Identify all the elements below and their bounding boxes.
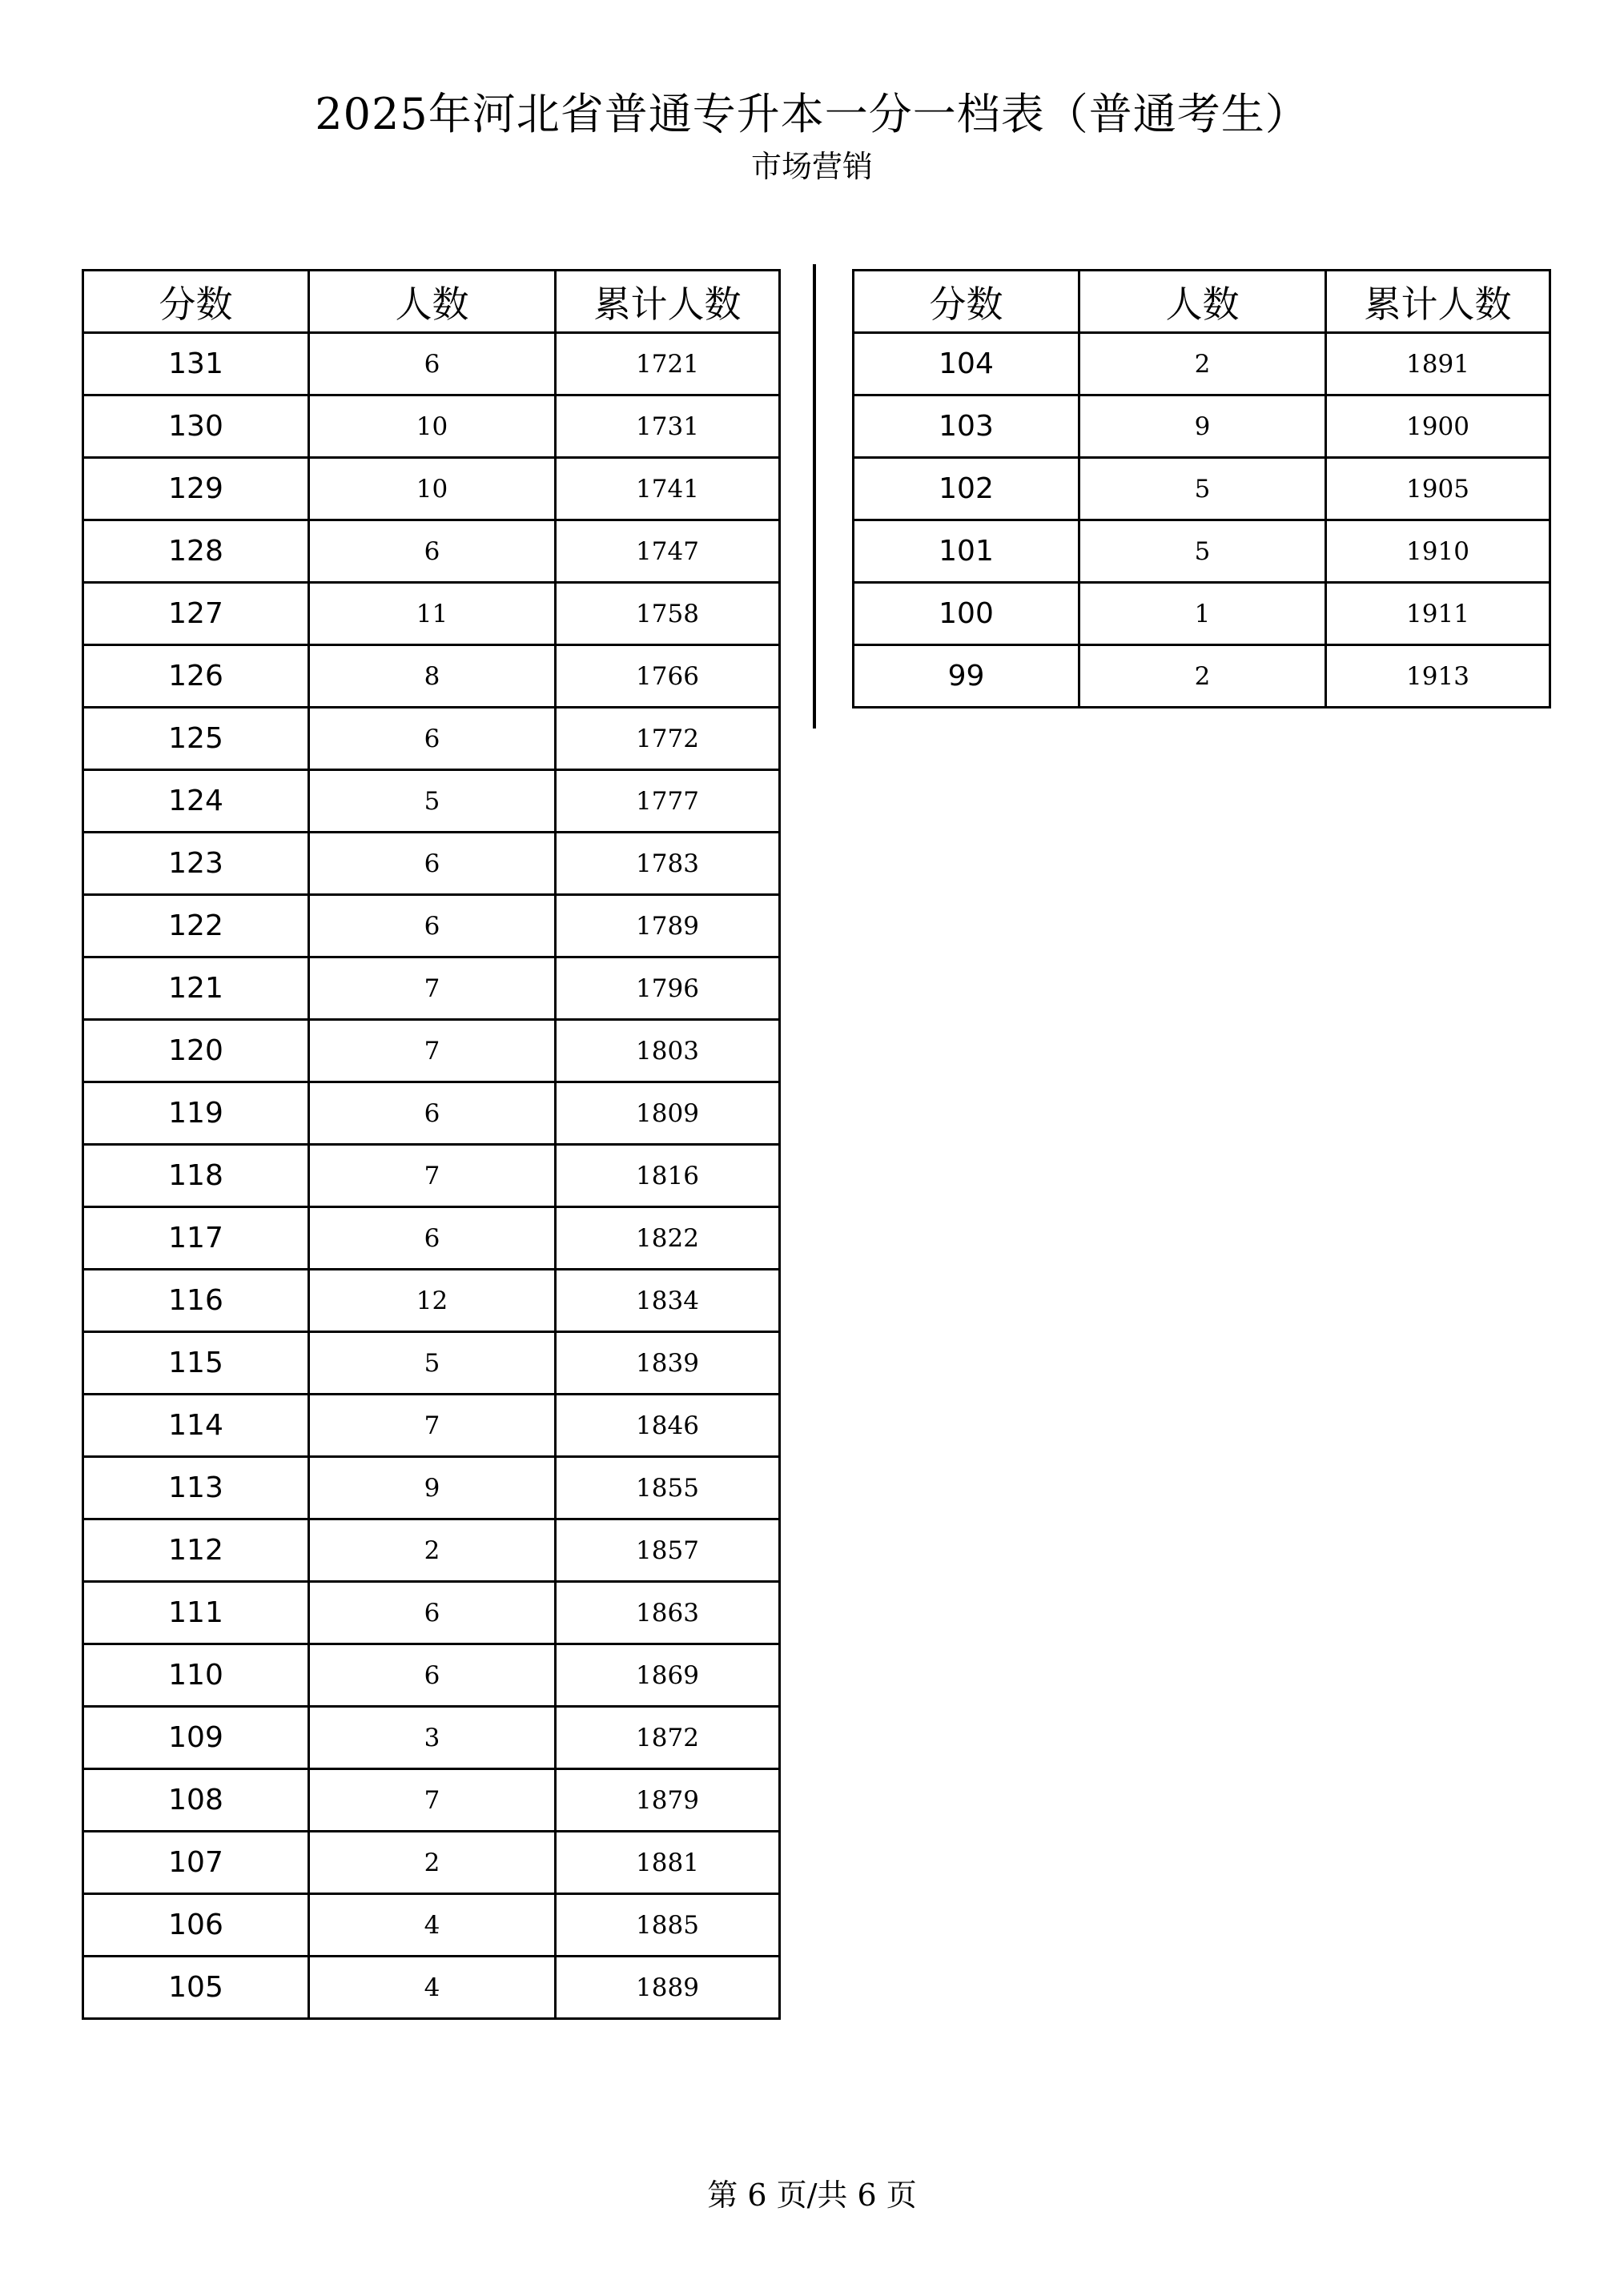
cell-cumulative: 1731 (556, 395, 780, 458)
table-header-row (83, 271, 780, 333)
table-row (83, 1145, 780, 1207)
table-row (83, 1519, 780, 1582)
cell-score: 109 (83, 1707, 309, 1769)
cell-count: 6 (309, 1207, 556, 1270)
header-count: 人数 (309, 271, 556, 333)
table-row (83, 1082, 780, 1145)
cell-score: 120 (83, 1020, 309, 1082)
cell-cumulative: 1872 (556, 1707, 780, 1769)
cell-count: 6 (309, 1644, 556, 1707)
table-row (83, 1644, 780, 1707)
cell-cumulative: 1913 (1326, 645, 1550, 708)
table-row (854, 333, 1550, 395)
cell-score: 111 (83, 1582, 309, 1644)
cell-cumulative: 1747 (556, 520, 780, 583)
table-row (83, 1332, 780, 1395)
cell-cumulative: 1863 (556, 1582, 780, 1644)
cell-score: 99 (854, 645, 1079, 708)
cell-count: 5 (1079, 520, 1326, 583)
cell-count: 9 (309, 1457, 556, 1519)
cell-count: 6 (309, 708, 556, 770)
cell-count: 7 (309, 1769, 556, 1832)
table-row (83, 333, 780, 395)
table-row (83, 957, 780, 1020)
table-row (83, 1769, 780, 1832)
table-row (83, 770, 780, 833)
table-row (83, 1894, 780, 1957)
cell-count: 10 (309, 395, 556, 458)
cell-score: 102 (854, 458, 1079, 520)
table-row (83, 1457, 780, 1519)
table-row (854, 520, 1550, 583)
cell-score: 118 (83, 1145, 309, 1207)
cell-score: 121 (83, 957, 309, 1020)
cell-count: 6 (309, 1082, 556, 1145)
cell-count: 11 (309, 583, 556, 645)
cell-score: 108 (83, 1769, 309, 1832)
header-cumulative: 累计人数 (1326, 271, 1550, 333)
cell-count: 10 (309, 458, 556, 520)
cell-cumulative: 1803 (556, 1020, 780, 1082)
cell-score: 103 (854, 395, 1079, 458)
cell-score: 125 (83, 708, 309, 770)
cell-cumulative: 1834 (556, 1270, 780, 1332)
score-table-right (852, 269, 1551, 708)
table-row (83, 1582, 780, 1644)
cell-cumulative: 1846 (556, 1395, 780, 1457)
cell-cumulative: 1741 (556, 458, 780, 520)
cell-cumulative: 1889 (556, 1957, 780, 2019)
table-row (83, 708, 780, 770)
cell-score: 117 (83, 1207, 309, 1270)
column-divider (813, 264, 816, 729)
table-row (83, 833, 780, 895)
cell-count: 3 (309, 1707, 556, 1769)
cell-count: 5 (309, 1332, 556, 1395)
table-row (854, 583, 1550, 645)
cell-cumulative: 1839 (556, 1332, 780, 1395)
cell-cumulative: 1869 (556, 1644, 780, 1707)
cell-cumulative: 1881 (556, 1832, 780, 1894)
cell-score: 123 (83, 833, 309, 895)
cell-score: 106 (83, 1894, 309, 1957)
cell-cumulative: 1911 (1326, 583, 1550, 645)
cell-cumulative: 1789 (556, 895, 780, 957)
cell-score: 105 (83, 1957, 309, 2019)
table-row (83, 583, 780, 645)
table-row (83, 1270, 780, 1332)
table-row (854, 458, 1550, 520)
cell-count: 6 (309, 1582, 556, 1644)
cell-count: 2 (1079, 333, 1326, 395)
table-row (83, 1957, 780, 2019)
cell-cumulative: 1721 (556, 333, 780, 395)
cell-score: 131 (83, 333, 309, 395)
table-row (83, 1832, 780, 1894)
table-row (83, 1207, 780, 1270)
table-row (83, 458, 780, 520)
table-body-left (83, 333, 780, 2019)
header-score: 分数 (83, 271, 309, 333)
cell-count: 7 (309, 957, 556, 1020)
cell-score: 112 (83, 1519, 309, 1582)
cell-score: 113 (83, 1457, 309, 1519)
cell-cumulative: 1910 (1326, 520, 1550, 583)
cell-cumulative: 1857 (556, 1519, 780, 1582)
header-count: 人数 (1079, 271, 1326, 333)
cell-score: 127 (83, 583, 309, 645)
cell-cumulative: 1822 (556, 1207, 780, 1270)
cell-score: 110 (83, 1644, 309, 1707)
header-cumulative: 累计人数 (556, 271, 780, 333)
table-row (83, 1707, 780, 1769)
cell-score: 104 (854, 333, 1079, 395)
document-title: 2025年河北省普通专升本一分一档表（普通考生） (315, 89, 1309, 139)
cell-count: 6 (309, 333, 556, 395)
cell-count: 7 (309, 1145, 556, 1207)
cell-score: 114 (83, 1395, 309, 1457)
cell-count: 6 (309, 895, 556, 957)
cell-cumulative: 1796 (556, 957, 780, 1020)
cell-cumulative: 1855 (556, 1457, 780, 1519)
cell-count: 2 (1079, 645, 1326, 708)
table-row (854, 645, 1550, 708)
cell-cumulative: 1772 (556, 708, 780, 770)
cell-count: 5 (1079, 458, 1326, 520)
cell-count: 7 (309, 1020, 556, 1082)
cell-cumulative: 1777 (556, 770, 780, 833)
cell-score: 128 (83, 520, 309, 583)
score-table-left (82, 269, 781, 2020)
cell-count: 9 (1079, 395, 1326, 458)
cell-score: 116 (83, 1270, 309, 1332)
cell-count: 5 (309, 770, 556, 833)
cell-cumulative: 1891 (1326, 333, 1550, 395)
table-row (83, 520, 780, 583)
cell-cumulative: 1809 (556, 1082, 780, 1145)
cell-score: 100 (854, 583, 1079, 645)
cell-score: 101 (854, 520, 1079, 583)
table-row (83, 645, 780, 708)
cell-count: 1 (1079, 583, 1326, 645)
table-body-right (854, 333, 1550, 708)
cell-count: 6 (309, 520, 556, 583)
cell-score: 119 (83, 1082, 309, 1145)
cell-score: 107 (83, 1832, 309, 1894)
cell-cumulative: 1766 (556, 645, 780, 708)
cell-count: 4 (309, 1894, 556, 1957)
table-row (83, 1020, 780, 1082)
cell-score: 129 (83, 458, 309, 520)
cell-score: 124 (83, 770, 309, 833)
document-subtitle: 市场营销 (750, 149, 873, 184)
page-footer: 第 6 页/共 6 页 (707, 2178, 917, 2213)
cell-cumulative: 1900 (1326, 395, 1550, 458)
cell-score: 115 (83, 1332, 309, 1395)
cell-cumulative: 1879 (556, 1769, 780, 1832)
cell-count: 12 (309, 1270, 556, 1332)
table-row (83, 395, 780, 458)
header-score: 分数 (854, 271, 1079, 333)
cell-count: 6 (309, 833, 556, 895)
cell-cumulative: 1816 (556, 1145, 780, 1207)
cell-score: 130 (83, 395, 309, 458)
cell-count: 2 (309, 1832, 556, 1894)
cell-count: 2 (309, 1519, 556, 1582)
cell-score: 122 (83, 895, 309, 957)
cell-cumulative: 1758 (556, 583, 780, 645)
cell-count: 4 (309, 1957, 556, 2019)
cell-cumulative: 1885 (556, 1894, 780, 1957)
table-header-row (854, 271, 1550, 333)
cell-count: 7 (309, 1395, 556, 1457)
table-row (854, 395, 1550, 458)
cell-count: 8 (309, 645, 556, 708)
table-row (83, 895, 780, 957)
cell-cumulative: 1783 (556, 833, 780, 895)
cell-score: 126 (83, 645, 309, 708)
table-row (83, 1395, 780, 1457)
cell-cumulative: 1905 (1326, 458, 1550, 520)
